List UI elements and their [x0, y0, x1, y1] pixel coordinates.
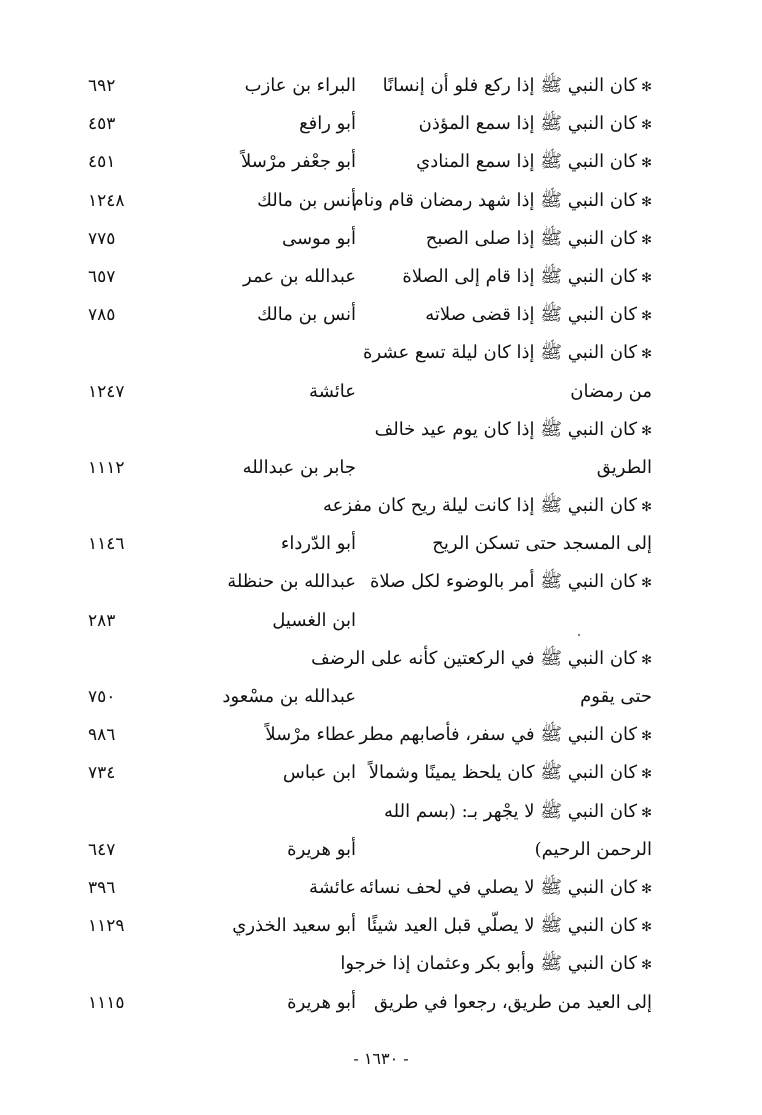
narrator-name: أبو هريرة [287, 838, 356, 860]
narrator-name: ابن عباس [282, 762, 356, 784]
hadith-text [425, 301, 652, 331]
narrator-name: عبدالله بن حنظلة [227, 571, 356, 593]
page-number: - ١٦٣٠ - [353, 1049, 409, 1068]
hadith-text-label: كان النبي ﷺ إذا كان يوم عيد خالف [374, 418, 638, 440]
entry-star-icon: ✻ [641, 156, 652, 172]
hadith-text-label: كان النبي ﷺ إذا صلى الصبح [425, 227, 638, 249]
index-row [0, 530, 762, 568]
index-row [0, 950, 762, 988]
hadith-text [384, 798, 652, 828]
hadith-index-list [0, 72, 762, 1027]
hadith-text-label: إلى المسجد حتى تسكن الريح [432, 533, 652, 555]
hadith-text-label: كان النبي ﷺ إذا قضى صلاته [425, 304, 638, 326]
entry-star-icon: ✻ [641, 767, 652, 783]
hadith-text-label: الرحمن الرحيم) [534, 838, 652, 860]
hadith-text [580, 683, 652, 711]
entry-star-icon: ✻ [641, 423, 652, 439]
hadith-text [383, 72, 652, 102]
hadith-text-label: من رمضان [570, 380, 652, 402]
hadith-text-label: إلى العيد من طريق، رجعوا في طريق [374, 991, 652, 1013]
index-row [0, 148, 762, 186]
hadith-text [370, 568, 652, 598]
index-row [0, 492, 762, 530]
narrator-name: أبو سعيد الخذري [232, 915, 356, 937]
narrator-name: عائشة [309, 380, 356, 402]
index-row [0, 798, 762, 836]
index-row [0, 836, 762, 874]
hadith-text [363, 339, 652, 369]
hadith-text [432, 530, 652, 558]
narrator-name: عبدالله بن مسْعود [222, 686, 356, 707]
entry-star-icon: ✻ [641, 500, 652, 516]
index-row [0, 607, 762, 645]
entry-star-icon: ✻ [641, 958, 652, 974]
entry-star-icon: ✻ [641, 576, 652, 592]
hadith-text-label: كان النبي ﷺ لا يصلي في لحف نسائه [359, 876, 638, 898]
narrator-name: أبو رافع [299, 113, 356, 135]
page-reference: ٧٣٤ [88, 763, 116, 784]
narrator-name: البراء بن عازب [244, 75, 356, 96]
page-reference: ٧٥٠ [88, 687, 116, 707]
entry-star-icon: ✻ [641, 805, 652, 821]
page-reference: ٢٨٣ [88, 610, 116, 631]
hadith-text-label: كان النبي ﷺ إذا سمع المنادي [416, 151, 638, 173]
page-reference: ٩٨٦ [88, 725, 116, 746]
page-reference: ٤٥١ [88, 152, 116, 173]
hadith-text-label: الطريق [596, 456, 652, 478]
narrator-name: أنس بن مالك [257, 189, 356, 211]
entry-star-icon: ✻ [641, 118, 652, 134]
index-row [0, 263, 762, 301]
hadith-text [535, 836, 652, 864]
page-reference: ٧٨٥ [88, 305, 116, 326]
ink-speck [578, 634, 580, 636]
narrator-name: أبو هريرة [287, 991, 356, 1013]
hadith-text-label: كان النبي ﷺ إذا كان ليلة تسع عشرة [363, 342, 638, 364]
hadith-text-label: كان النبي ﷺ لا يجْهر بـ: (بسم الله [384, 800, 638, 822]
narrator-name: عطاء مرْسلاً [265, 724, 356, 746]
hadith-text-label: كان النبي ﷺ لا يصلّي قبل العيد شيئًا [366, 915, 638, 937]
entry-star-icon: ✻ [641, 729, 652, 745]
hadith-text-label: كان النبي ﷺ أمر بالوضوء لكل صلاة [369, 571, 638, 593]
narrator-name: أبو موسى [281, 227, 356, 249]
hadith-text [597, 454, 652, 482]
hadith-text [340, 950, 652, 980]
hadith-text-label: كان النبي ﷺ إذا كانت ليلة ريح كان مفزعه [323, 495, 638, 517]
page-reference: ١١١٢ [88, 457, 125, 478]
hadith-text [374, 989, 652, 1017]
entry-star-icon: ✻ [641, 920, 652, 936]
hadith-text-label: كان النبي ﷺ إذا سمع المؤذن [418, 113, 638, 135]
hadith-text [375, 416, 652, 446]
hadith-text [570, 378, 652, 406]
index-row [0, 454, 762, 492]
index-row [0, 187, 762, 225]
page-reference: ١١١٥ [88, 992, 125, 1013]
index-row [0, 339, 762, 377]
entry-star-icon: ✻ [641, 194, 652, 210]
hadith-text [311, 645, 652, 675]
page-reference: ١٢٤٨ [88, 190, 125, 211]
hadith-text-label: كان النبي ﷺ وأبو بكر وعثمان إذا خرجوا [340, 953, 638, 975]
index-row [0, 645, 762, 683]
narrator-name: جابر بن عبدالله [242, 456, 356, 478]
hadith-text [353, 187, 652, 217]
hadith-text-label: حتى يقوم [580, 686, 652, 707]
index-row [0, 874, 762, 912]
hadith-text [369, 759, 652, 789]
entry-star-icon: ✻ [641, 881, 652, 897]
page-reference: ٦٥٧ [88, 266, 116, 287]
entry-star-icon: ✻ [641, 652, 652, 668]
index-row [0, 989, 762, 1027]
page-reference: ٧٧٥ [88, 228, 116, 249]
index-row [0, 759, 762, 797]
index-row [0, 721, 762, 759]
narrator-name: أبو الدّرداء [280, 533, 356, 555]
entry-star-icon: ✻ [641, 347, 652, 363]
page-reference: ١٢٤٧ [88, 381, 125, 402]
page-reference: ٤٥٣ [88, 114, 116, 135]
index-row [0, 568, 762, 606]
page-reference: ٦٤٧ [88, 839, 116, 860]
hadith-text-label: كان النبي ﷺ إذا قام إلى الصلاة [402, 265, 638, 287]
narrator-name: ابن الغسيل [272, 609, 356, 631]
narrator-name: أنس بن مالك [257, 304, 356, 326]
index-row [0, 912, 762, 950]
hadith-text [359, 874, 652, 904]
hadith-text [419, 110, 652, 140]
entry-star-icon: ✻ [641, 80, 652, 95]
index-row [0, 301, 762, 339]
narrator-name: عبدالله بن عمر [243, 265, 356, 287]
hadith-text-label: كان النبي ﷺ إذا شهد رمضان قام ونام [352, 189, 638, 211]
index-row [0, 378, 762, 416]
index-row [0, 416, 762, 454]
index-row [0, 72, 762, 110]
page-reference: ١١٤٦ [88, 534, 125, 555]
index-row [0, 683, 762, 721]
index-row [0, 110, 762, 148]
narrator-name: عائشة [309, 876, 356, 898]
hadith-text-label: كان النبي ﷺ كان يلحظ يمينًا وشمالاً [368, 762, 638, 784]
entry-star-icon: ✻ [641, 270, 652, 286]
entry-star-icon: ✻ [641, 309, 652, 325]
hadith-text [323, 492, 652, 522]
hadith-text-label: كان النبي ﷺ في الركعتين كأنه على الرضف [311, 647, 638, 669]
entry-star-icon: ✻ [641, 232, 652, 248]
hadith-text-label: كان النبي ﷺ إذا ركع فلو أن إنسانًا [382, 75, 638, 96]
page-reference: ١١٢٩ [88, 916, 125, 937]
page-reference: ٣٩٦ [88, 877, 116, 898]
page-reference: ٦٩٢ [88, 76, 116, 96]
hadith-text-label: كان النبي ﷺ في سفر، فأصابهم مطر [359, 724, 638, 746]
hadith-text [367, 912, 652, 942]
hadith-text [402, 263, 652, 293]
narrator-name: أبو جعْفر مرْسلاً [241, 151, 356, 173]
index-row [0, 225, 762, 263]
hadith-text [359, 721, 652, 751]
hadith-text [416, 148, 652, 178]
hadith-text [426, 225, 652, 255]
